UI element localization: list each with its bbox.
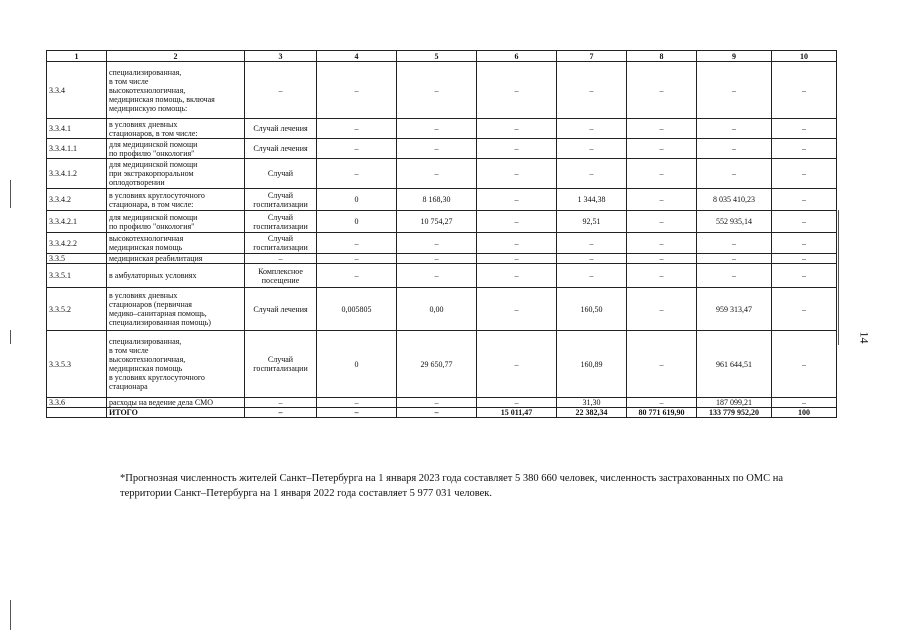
row-value: –: [627, 62, 697, 119]
row-name: в амбулаторных условиях: [107, 264, 245, 288]
column-header: 5: [397, 51, 477, 62]
row-value: –: [477, 62, 557, 119]
table-header-row: [47, 51, 837, 62]
row-unit: Случай лечения: [245, 139, 317, 159]
row-value: 961 644,51: [697, 331, 772, 398]
total-row-code: [47, 408, 107, 418]
table-row: [47, 264, 837, 288]
column-header: 3: [245, 51, 317, 62]
row-code: 3.3.4.2.2: [47, 233, 107, 254]
row-value: –: [627, 254, 697, 264]
table-row: [47, 62, 837, 119]
row-name: в условиях круглосуточного стационара, в том числе:: [107, 189, 245, 211]
row-value: –: [557, 62, 627, 119]
row-value: 0: [317, 211, 397, 233]
total-row-value: 133 779 952,20: [697, 408, 772, 418]
total-row-value: –: [397, 408, 477, 418]
row-value: –: [317, 254, 397, 264]
row-name: в условиях дневных стационаров (первичная медико–санитарная помощь, специализированная помощь): [107, 288, 245, 331]
row-value: –: [477, 331, 557, 398]
page-number: 14: [857, 331, 872, 344]
row-value: –: [317, 233, 397, 254]
row-value: –: [397, 62, 477, 119]
row-value: 0,005805: [317, 288, 397, 331]
table-row: [47, 254, 837, 264]
row-value: –: [397, 159, 477, 189]
row-unit: Случай госпитализации: [245, 189, 317, 211]
row-value: 0: [317, 331, 397, 398]
data-table: [46, 50, 837, 418]
row-value: –: [397, 398, 477, 408]
row-value: –: [397, 139, 477, 159]
table-row: [47, 159, 837, 189]
row-unit: –: [245, 398, 317, 408]
row-value: 8 035 410,23: [697, 189, 772, 211]
row-code: 3.3.5.3: [47, 331, 107, 398]
column-header: 9: [697, 51, 772, 62]
row-value: –: [397, 233, 477, 254]
row-value: 29 650,77: [397, 331, 477, 398]
row-value: –: [317, 264, 397, 288]
table-row: [47, 233, 837, 254]
row-name: для медицинской помощи по профилю "онкология": [107, 139, 245, 159]
row-code: 3.3.4.2.1: [47, 211, 107, 233]
table-row: [47, 119, 837, 139]
row-value: –: [557, 139, 627, 159]
row-value: 1 344,38: [557, 189, 627, 211]
row-value: 187 099,21: [697, 398, 772, 408]
row-value: –: [477, 159, 557, 189]
row-name: для медицинской помощи по профилю "онкология": [107, 211, 245, 233]
row-unit: –: [245, 62, 317, 119]
row-code: 3.3.4: [47, 62, 107, 119]
row-value: –: [477, 211, 557, 233]
row-unit: Комплексное посещение: [245, 264, 317, 288]
row-code: 3.3.5: [47, 254, 107, 264]
row-value: –: [397, 264, 477, 288]
table-body: [47, 62, 837, 418]
row-value: –: [697, 264, 772, 288]
table-total-row: [47, 408, 837, 418]
row-value: –: [627, 159, 697, 189]
column-header: 2: [107, 51, 245, 62]
row-value: 160,50: [557, 288, 627, 331]
row-value: –: [772, 189, 837, 211]
row-value: –: [317, 62, 397, 119]
row-value: –: [317, 398, 397, 408]
row-value: –: [317, 139, 397, 159]
row-code: 3.3.5.1: [47, 264, 107, 288]
row-value: –: [627, 288, 697, 331]
row-value: –: [697, 254, 772, 264]
row-value: –: [627, 211, 697, 233]
row-value: 10 754,27: [397, 211, 477, 233]
row-value: –: [557, 254, 627, 264]
row-value: 31,30: [557, 398, 627, 408]
row-name: специализированная, в том числе высокотехнологичная, медицинская помощь, включая медицинскую помощь:: [107, 62, 245, 119]
row-value: –: [697, 139, 772, 159]
total-row-value: 100: [772, 408, 837, 418]
row-value: –: [772, 254, 837, 264]
row-value: –: [627, 233, 697, 254]
row-unit: Случай лечения: [245, 288, 317, 331]
row-value: –: [627, 119, 697, 139]
row-value: –: [477, 254, 557, 264]
total-row-name: ИТОГО: [107, 408, 245, 418]
row-value: –: [627, 331, 697, 398]
total-row-value: 22 382,34: [557, 408, 627, 418]
row-value: 552 935,14: [697, 211, 772, 233]
column-header: 8: [627, 51, 697, 62]
row-value: –: [697, 233, 772, 254]
row-value: –: [772, 398, 837, 408]
row-name: высокотехнологичная медицинская помощь: [107, 233, 245, 254]
total-row-value: 80 771 619,90: [627, 408, 697, 418]
row-name: медицинская реабилитация: [107, 254, 245, 264]
row-value: –: [772, 139, 837, 159]
row-unit: Случай госпитализации: [245, 233, 317, 254]
table-row: [47, 331, 837, 398]
row-unit: –: [245, 254, 317, 264]
column-header: 7: [557, 51, 627, 62]
column-header: 4: [317, 51, 397, 62]
row-value: –: [772, 62, 837, 119]
row-unit: Случай госпитализации: [245, 331, 317, 398]
row-value: –: [772, 233, 837, 254]
row-unit: Случай: [245, 159, 317, 189]
scan-artifact: [10, 180, 11, 208]
table-row: [47, 139, 837, 159]
row-unit: Случай госпитализации: [245, 211, 317, 233]
total-row-unit: –: [245, 408, 317, 418]
row-name: специализированная, в том числе высокотехнологичная, медицинская помощь в условиях круглосуточного стационара: [107, 331, 245, 398]
row-value: 959 313,47: [697, 288, 772, 331]
table-row: [47, 189, 837, 211]
row-value: –: [557, 233, 627, 254]
scan-artifact: [10, 330, 11, 344]
row-value: –: [697, 119, 772, 139]
row-value: –: [627, 139, 697, 159]
row-value: –: [772, 264, 837, 288]
column-header: 1: [47, 51, 107, 62]
row-value: –: [772, 159, 837, 189]
scan-artifact: [10, 600, 11, 630]
row-value: –: [477, 139, 557, 159]
row-unit: Случай лечения: [245, 119, 317, 139]
row-name: расходы на ведение дела СМО: [107, 398, 245, 408]
row-code: 3.3.5.2: [47, 288, 107, 331]
row-value: 8 168,30: [397, 189, 477, 211]
row-name: для медицинской помощи при экстракорпоральном оплодотворении: [107, 159, 245, 189]
row-value: –: [627, 189, 697, 211]
row-value: –: [557, 159, 627, 189]
row-value: –: [557, 119, 627, 139]
row-value: –: [772, 288, 837, 331]
row-code: 3.3.4.2: [47, 189, 107, 211]
row-code: 3.3.6: [47, 398, 107, 408]
column-header: 6: [477, 51, 557, 62]
scan-artifact: [838, 210, 839, 345]
row-value: –: [557, 264, 627, 288]
row-value: –: [317, 119, 397, 139]
row-value: 0: [317, 189, 397, 211]
total-row-value: –: [317, 408, 397, 418]
row-value: –: [477, 264, 557, 288]
row-value: 92,51: [557, 211, 627, 233]
column-header: 10: [772, 51, 837, 62]
row-code: 3.3.4.1: [47, 119, 107, 139]
row-value: –: [317, 159, 397, 189]
table-row: [47, 398, 837, 408]
row-value: 160,89: [557, 331, 627, 398]
row-value: –: [697, 62, 772, 119]
row-value: –: [477, 398, 557, 408]
row-value: –: [477, 189, 557, 211]
total-row-value: 15 011,47: [477, 408, 557, 418]
row-code: 3.3.4.1.1: [47, 139, 107, 159]
table-row: [47, 211, 837, 233]
row-value: –: [627, 264, 697, 288]
row-value: –: [477, 288, 557, 331]
row-value: –: [772, 211, 837, 233]
row-value: –: [697, 159, 772, 189]
footnote: *Прогнозная численность жителей Санкт–Петербурга на 1 января 2023 года составляет 5 380 660 человек, численность застрахованных по ОМС на территории Санкт–Петербурга на 1 января 2022 года составляет 5 977 031 человек.: [120, 473, 784, 499]
row-value: –: [772, 119, 837, 139]
row-value: –: [397, 119, 477, 139]
row-value: 0,00: [397, 288, 477, 331]
row-value: –: [477, 119, 557, 139]
row-code: 3.3.4.1.2: [47, 159, 107, 189]
row-name: в условиях дневных стационаров, в том числе:: [107, 119, 245, 139]
row-value: –: [627, 398, 697, 408]
row-value: –: [772, 331, 837, 398]
table-row: [47, 288, 837, 331]
row-value: –: [397, 254, 477, 264]
row-value: –: [477, 233, 557, 254]
